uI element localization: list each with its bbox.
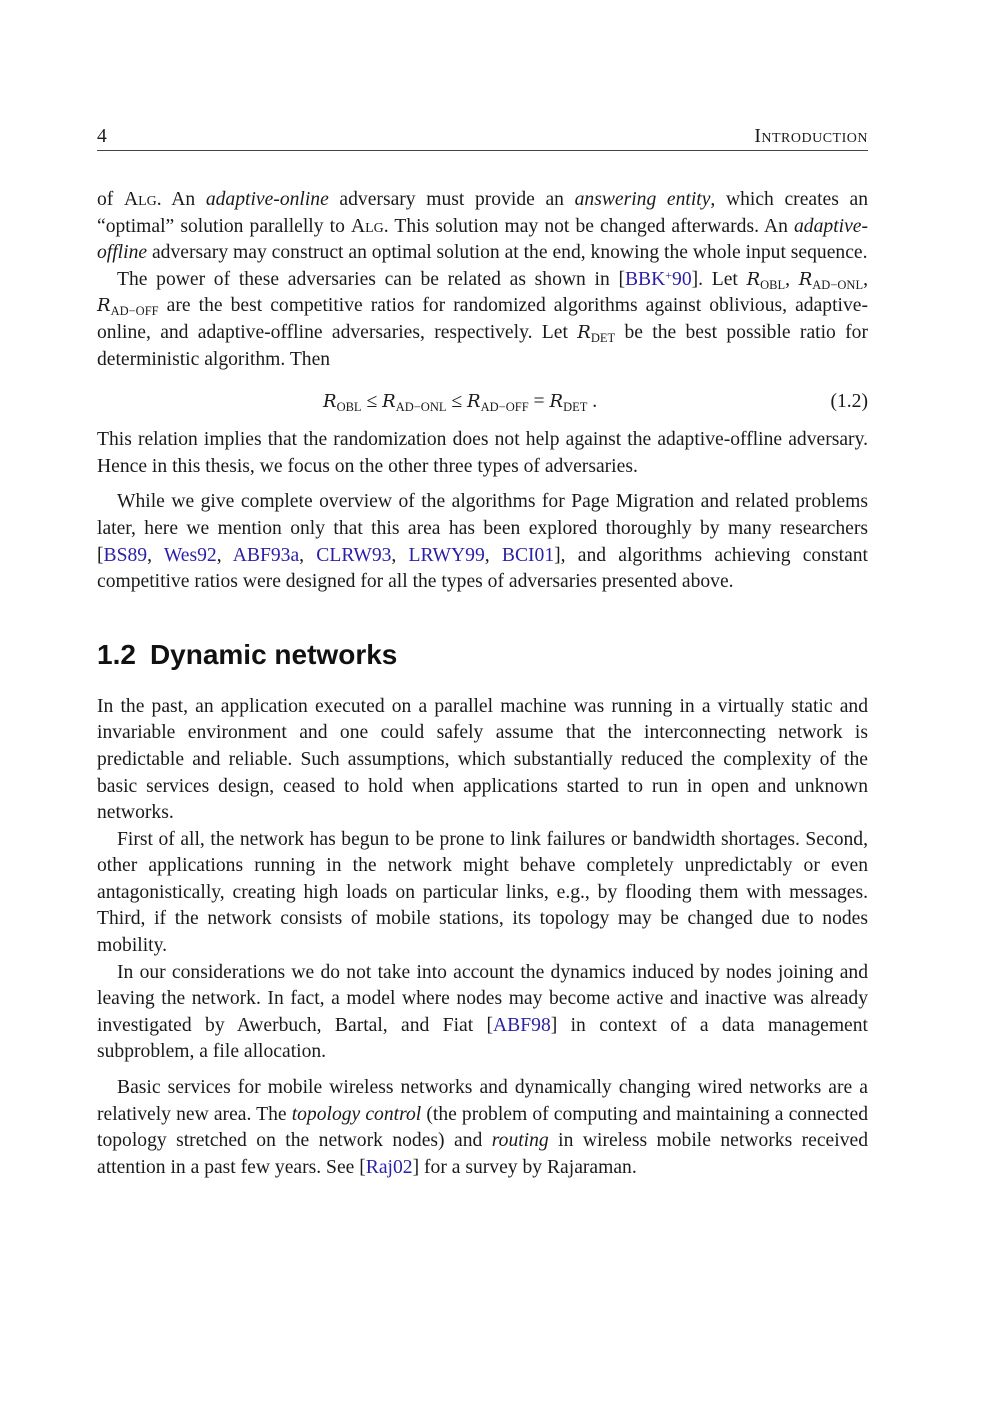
citation-link[interactable]: Wes92 xyxy=(163,544,217,566)
equation-body: $R_{OBL} \le R_{AD-ONL} \le R_{AD-OFF} = R_{DET}$ . xyxy=(323,391,598,415)
citation-link[interactable]: CLRW93 xyxy=(316,544,392,566)
term-adaptive-online: adaptive-online xyxy=(205,189,329,210)
ratio-symbol: R xyxy=(97,295,111,317)
ratio-symbol: R xyxy=(746,268,761,290)
citation-link[interactable]: BCI01 xyxy=(501,544,555,566)
paragraph-relation: This relation implies that the randomization does not help against the adaptive-offline adversary. Hence in this thesis, we focus on the other three types of adversaries. xyxy=(97,429,868,477)
paragraph-overview: While we give complete overview of the algorithms for Page Migration and related problems later, here we mention only that this area has been explored thoroughly by many researchers [BS89, Wes92, ABF93a, CLRW93, LRWY99, BCI01], and algorithms achieving constant competitive ratios were designed for all the types of adversaries presented above. xyxy=(97,491,869,593)
section-heading xyxy=(97,638,868,672)
paragraph-power: The power of these adversaries can be related as shown in [BBK+90]. Let $R_{OBL}$, $R_{AD-ONL}$, $R_{AD-OFF}$ are the best competitive ratios for randomized algorithms against oblivious, adaptive-online, and adaptive-offline adversaries, respectively. Let $R_{DET}$ be the best possible ratio for deterministic algorithm. Then xyxy=(97,267,868,370)
section-title: Dynamic networks xyxy=(149,638,398,670)
page-body xyxy=(97,187,868,1181)
citation-link[interactable]: BBK+90 xyxy=(624,267,692,290)
term-routing: routing xyxy=(491,1130,549,1152)
paragraph-past: In the past, an application executed on a parallel machine was running in a virtually static and invariable environment and one could safely assume that the interconnecting network is predictable and reliable. Such assumptions, which substantially reduced the complexity of the basic services design, ceased to hold when applications started to run in open and unknown networks. xyxy=(97,695,868,824)
section-number: 1.2 xyxy=(97,638,136,670)
running-title: Introduction xyxy=(754,126,868,147)
page-number: 4 xyxy=(97,126,107,147)
term-topology-control: topology control xyxy=(291,1103,422,1125)
equation-number: (1.2) xyxy=(830,391,868,413)
alg-name: Alg xyxy=(350,215,384,237)
paragraph-first-of-all: First of all, the network has begun to be prone to link failures or bandwidth shortages. Second, other applications running in the network might behave completely unpredictably or even antagonistically, creating high loads on particular links, e.g., by flooding them with messages. Third, if the network consists of mobile stations, its topology may be changed due to nodes mobility. xyxy=(97,828,868,957)
citation-link[interactable]: LRWY99 xyxy=(408,544,485,566)
citation-link[interactable]: BS89 xyxy=(103,544,148,566)
citation-link[interactable]: Raj02 xyxy=(365,1156,413,1178)
term-answering-entity: answering entity xyxy=(574,189,711,210)
paragraph-basic-services: Basic services for mobile wireless networks and dynamically changing wired networks are a relatively new area. The topology control (the problem of computing and maintaining a connected topology stretched on the network nodes) and routing in wireless mobile networks received attention in a past few years. See [Raj02] for a survey by Rajaraman. xyxy=(97,1077,869,1178)
page-header xyxy=(97,124,868,151)
ratio-symbol: R xyxy=(798,268,813,290)
citation-link[interactable]: ABF98 xyxy=(493,1014,551,1036)
paragraph-adversaries: of Alg. An adaptive-online adversary must provide an answering entity, which creates an “optimal” solution parallelly to Alg. This solution may not be changed afterwards. An adaptive-offline adversary may construct an optimal solution at the end, knowing the whole input sequence. xyxy=(97,189,868,264)
alg-name: Alg xyxy=(123,189,157,210)
ratio-symbol: R xyxy=(577,321,591,343)
paragraph-considerations: In our considerations we do not take into account the dynamics induced by nodes joining and leaving the network. In fact, a model where nodes may become active and inactive was already investigated by Awerbuch, Bartal, and Fiat [ABF98] in context of a data management subproblem, a file allocation. xyxy=(97,961,868,1063)
citation-link[interactable]: ABF93a xyxy=(232,544,300,566)
term-adaptive-offline: adaptive-offline xyxy=(97,215,868,264)
equation-1-2 xyxy=(97,387,868,427)
